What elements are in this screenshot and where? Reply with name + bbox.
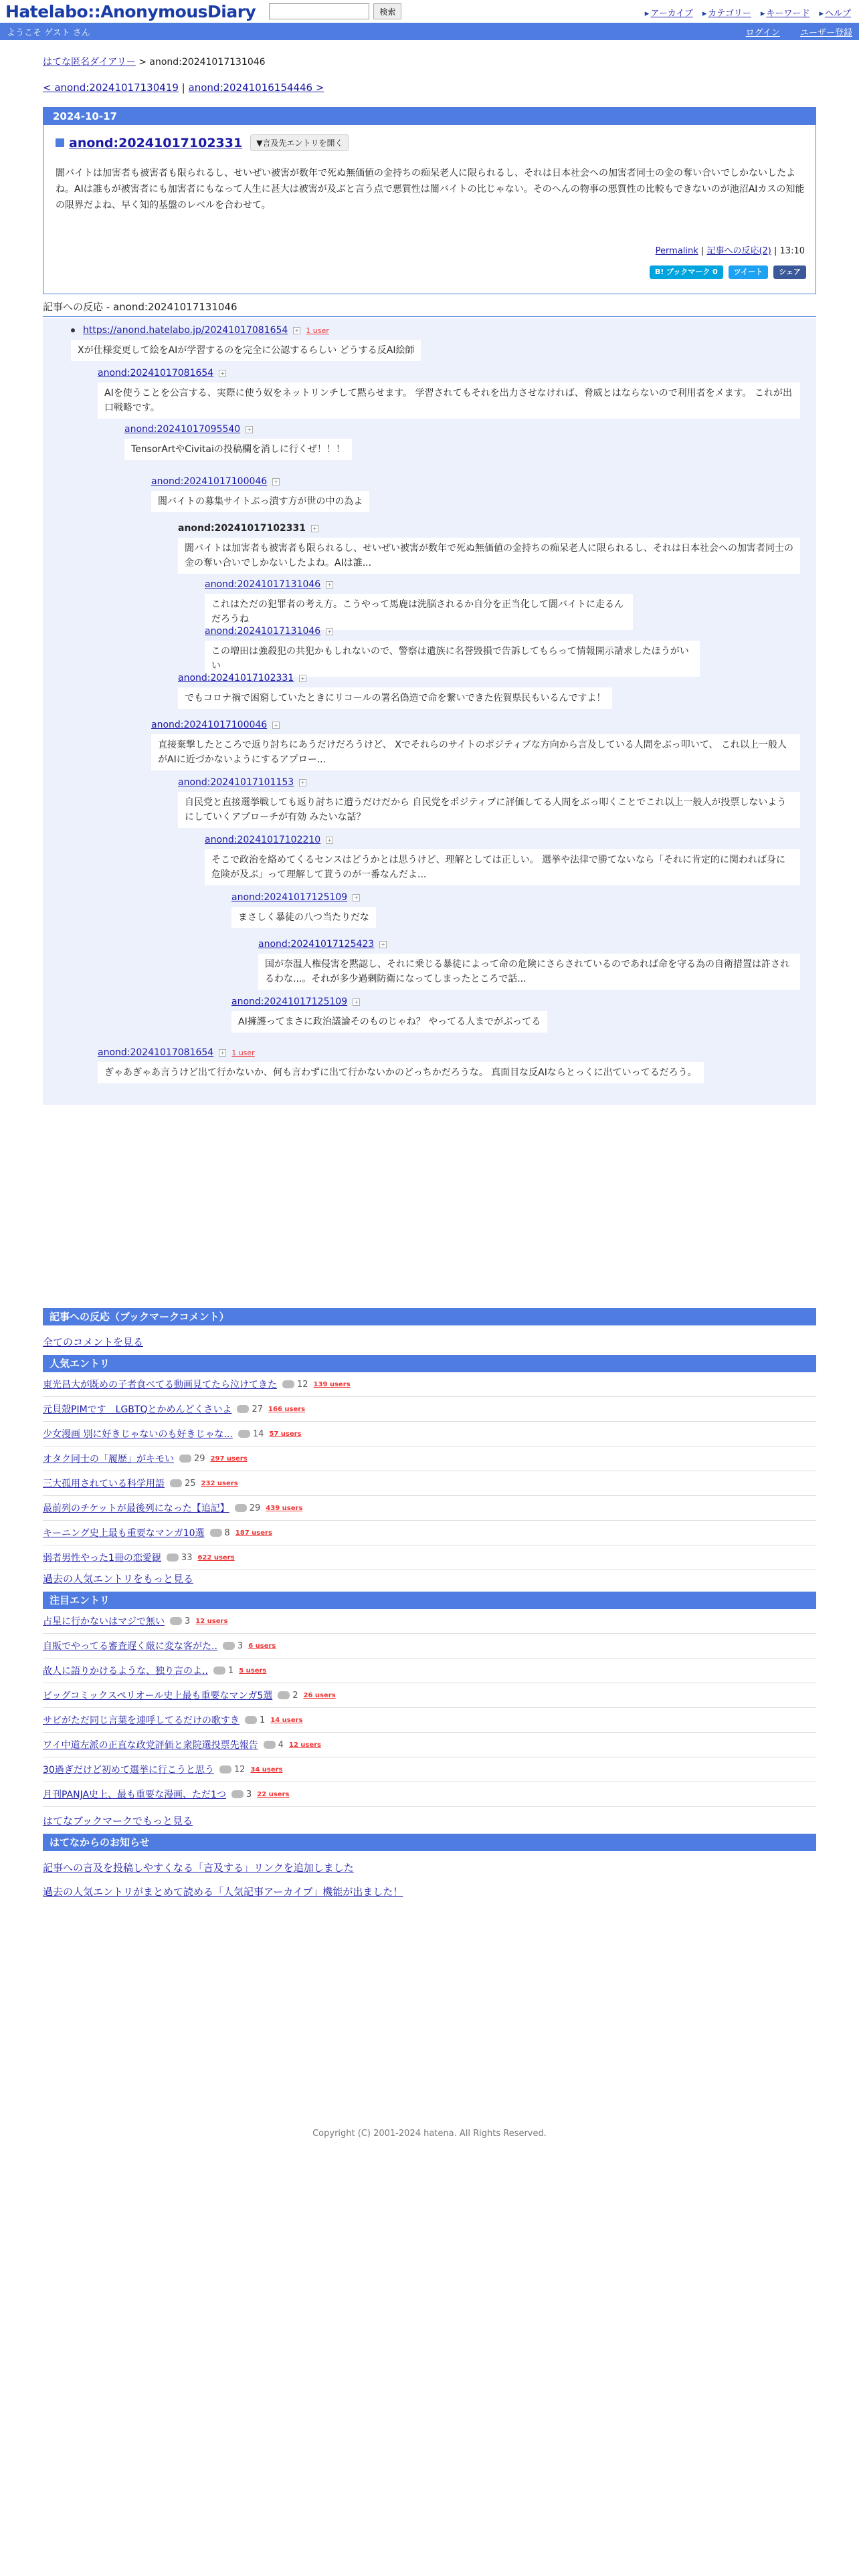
comment-icon: [235, 1504, 247, 1512]
expand-icon[interactable]: +: [326, 628, 333, 635]
bookmark-users[interactable]: 139 users: [313, 1380, 351, 1388]
nav-sep: |: [178, 82, 189, 94]
reaction-link-row: [98, 368, 226, 379]
reaction-excerpt: 闇バイトの募集サイトぶっ潰す方が世の中の為よ: [151, 491, 369, 512]
expand-icon[interactable]: +: [353, 998, 360, 1006]
reaction-link-row: [205, 579, 333, 590]
reaction-link[interactable]: anond:20241017095540: [124, 424, 241, 435]
reaction-excerpt: これはただの犯罪者の考え方。こうやって馬鹿は洗脳されるか自分を正当化して闇バイトに走るんだろうね: [205, 594, 633, 630]
reaction-excerpt: この増田は強殺犯の共犯かもしれないので、警察は遺族に名誉毀損で告訴してもらって情報開示請求したほうがいい: [205, 641, 700, 677]
expand-icon[interactable]: +: [326, 581, 333, 588]
bookmark-users[interactable]: 12 users: [288, 1741, 322, 1749]
expand-icon[interactable]: +: [311, 525, 318, 532]
news-item[interactable]: 過去の人気エントリがまとめて読める「人気記事アーカイブ」機能が出ました！: [43, 1886, 403, 1898]
breadcrumb-current: anond:20241017131046: [149, 57, 266, 68]
login-link[interactable]: ログイン: [745, 27, 780, 38]
expand-icon[interactable]: +: [353, 894, 360, 901]
user-bar: [0, 23, 859, 40]
attention-heading: 注目エントリ: [43, 1592, 816, 1609]
popular-heading: 人気エントリ: [43, 1355, 816, 1372]
expand-icon[interactable]: +: [293, 327, 300, 334]
entry-title-link[interactable]: 占星に行かないはマジで無い: [43, 1616, 165, 1627]
breadcrumb-sep: >: [135, 57, 150, 68]
bookmark-users[interactable]: 1 user: [231, 1048, 255, 1057]
reaction-link-row: [258, 939, 387, 950]
comment-icon: [282, 1380, 294, 1388]
news-item[interactable]: 記事への言及を投稿しやすくなる「言及する」リンクを追加しました: [43, 1862, 354, 1874]
bookmark-users[interactable]: 22 users: [257, 1790, 290, 1798]
reaction-link-row: [71, 325, 329, 336]
reaction-link-row: [205, 626, 333, 637]
entry-row: [43, 1634, 816, 1658]
breadcrumb: [43, 55, 266, 68]
entry-row: [43, 1496, 816, 1521]
reaction-link[interactable]: https://anond.hatelabo.jp/20241017081654: [83, 325, 288, 336]
current-entry-label: anond:20241017102331: [178, 523, 306, 534]
expand-icon[interactable]: +: [246, 426, 253, 433]
reaction-link-row: [205, 835, 333, 845]
entry-title-link[interactable]: ビッグコミックスペリオール史上最も重要なマンガ5選: [43, 1691, 273, 1701]
reaction-excerpt: でもコロナ禍で困窮していたときにリコールの署名偽造で命を繋いできた佐賀県民もいるんですよ！: [178, 687, 612, 709]
expand-icon[interactable]: +: [272, 722, 280, 729]
reaction-link[interactable]: anond:20241017131046: [205, 626, 321, 637]
reaction-link[interactable]: anond:20241017081654: [98, 368, 214, 379]
entry-row: [43, 1782, 816, 1807]
reaction-link[interactable]: anond:20241017125423: [258, 939, 375, 950]
reaction-excerpt: AIを使うことを公言する、実際に使う奴をネットリンチして黙らせます。 学習されてもそれを出力させなければ、脅威とはならないので利用者をメます。 これが出口戦略です。: [98, 383, 800, 419]
entry-body: 闇バイトは加害者も被害者も限られるし、せいぜい被害が数年で死ぬ無価値の金持ちの痴呆老人に限られるし、それは日本社会への加害者同士の金の奪い合いでしかないしたよね。AIは誰もが被害者にも加害者にもなって人生に甚大は被害が及ぶと言う点で悪質性は闇バイトの比じゃない。そのへんの物事の悪質性の比較もできないのが池沼AIカスの知能の限界だよね、早く知的基盤のレベルを合わせて。: [56, 168, 805, 211]
entry-row: [43, 1658, 816, 1683]
site-logo[interactable]: Hatelabo::AnonymousDiary: [5, 1, 256, 21]
reaction-excerpt: 国が奈温人権侵害を黙認し、それに乗じる暴徒によって命の危険にさらされているのであれば命を守る為の自衛措置は許されるわな...。それが多少過剰防衛になってしまったところで話...: [258, 954, 800, 990]
tweet-button[interactable]: ツイート: [729, 265, 768, 279]
reaction-link[interactable]: anond:20241017125109: [231, 892, 348, 903]
reaction-link[interactable]: anond:20241017131046: [205, 579, 321, 590]
bookmark-users[interactable]: 5 users: [239, 1667, 267, 1675]
comment-icon: [278, 1691, 290, 1699]
entry-row: [43, 1397, 816, 1422]
comment-icon: [167, 1553, 179, 1562]
search-input[interactable]: [269, 3, 369, 19]
expand-icon[interactable]: +: [219, 1049, 226, 1057]
refs-link[interactable]: 記事への反応(2): [706, 246, 771, 256]
reaction-excerpt: Xが仕様変更して絵をAIが学習するのを完全に公認するらしい どうする反AI絵師: [71, 340, 421, 361]
reaction-link-row: [231, 892, 360, 903]
bookmark-users[interactable]: 232 users: [201, 1479, 238, 1487]
comment-count: 25: [185, 1478, 196, 1489]
entry-row: [43, 1757, 816, 1782]
reaction-link[interactable]: anond:20241017100046: [151, 720, 268, 730]
bookmark-users[interactable]: 297 users: [210, 1455, 248, 1463]
entry-title-link[interactable]: 少女漫画 別に好きじゃないのも好きじゃな...: [43, 1429, 233, 1440]
entry-time: 13:10: [779, 246, 805, 256]
copyright: Copyright (C) 2001-2024 hatena. All Rights Reserved.: [312, 2129, 547, 2139]
bullet-icon: [71, 328, 75, 332]
entry-meta: Permalink | 記事への反応(2) | 13:10: [655, 246, 805, 256]
comment-count: 29: [194, 1453, 205, 1464]
reaction-link[interactable]: anond:20241017102210: [205, 835, 321, 845]
news-heading: はてなからのお知らせ: [43, 1834, 816, 1851]
reaction-link-row: [151, 720, 280, 730]
entry-title-link[interactable]: 30過ぎだけど初めて選挙に行こうと思う: [43, 1765, 214, 1776]
bookmark-users[interactable]: 6 users: [248, 1642, 276, 1650]
top-links: [645, 6, 851, 19]
all-comments-link[interactable]: 全てのコメントを見る: [43, 1336, 144, 1348]
square-icon: [56, 138, 64, 147]
reaction-excerpt: ぎゃあぎゃあ言うけど出て行かないか、何も言わずに出て行かないかのどっちかだろうな。 真面目な反AIならとっくに出ていってるだろう。: [98, 1062, 704, 1083]
comment-icon: [264, 1741, 276, 1749]
comment-count: 27: [252, 1404, 264, 1414]
entry-title-link[interactable]: 弱者男性やった1冊の恋愛観: [43, 1553, 161, 1564]
reaction-link-row: [151, 476, 280, 487]
comment-icon: [245, 1716, 257, 1724]
expand-icon[interactable]: +: [326, 837, 333, 844]
entry-box: [43, 107, 816, 294]
entry-title-link[interactable]: 最前列のチケットが最後列になった【追記】: [43, 1503, 229, 1514]
entry-title-link[interactable]: 三大孤用されている科学用語: [43, 1479, 165, 1489]
expand-icon[interactable]: +: [272, 478, 280, 486]
expand-icon[interactable]: +: [299, 675, 306, 682]
comment-count: 8: [224, 1527, 230, 1538]
reaction-link[interactable]: anond:20241017125109: [231, 996, 348, 1007]
reaction-excerpt: そこで政治を絡めてくるセンスはどうかとは思うけど、理解としては正しい。 選挙や法律で勝てないなら「それに肯定的に関われば身に危険が及ぶ」って理解して貰うのが一番なんだよ...: [205, 849, 800, 885]
keyword-link[interactable]: ▸ キーワード: [761, 6, 810, 19]
reaction-tree: [43, 318, 816, 1105]
comment-icon: [231, 1790, 244, 1798]
top-bar: [0, 0, 859, 23]
entry-date: 2024-10-17: [43, 108, 816, 125]
hatena-bookmark-button[interactable]: B! ブックマーク 0: [650, 265, 723, 279]
facebook-share-button[interactable]: シェア: [773, 265, 806, 279]
comment-count: 3: [237, 1640, 244, 1651]
entry-row: [43, 1708, 816, 1733]
comment-icon: [210, 1529, 222, 1537]
category-link[interactable]: ▸ カテゴリー: [702, 6, 751, 19]
reaction-excerpt: 闇バイトは加害者も被害者も限られるし、せいぜい被害が数年で死ぬ無価値の金持ちの痴呆老人に限られるし、それは日本社会への加害者同士の金の奪い合いでしかないしたよね。AIは誰...: [178, 538, 800, 574]
bookmark-users[interactable]: 166 users: [268, 1405, 306, 1413]
comment-count: 1: [227, 1665, 234, 1676]
comment-count: 14: [252, 1428, 264, 1439]
entry-row: [43, 1545, 816, 1570]
bookmark-users[interactable]: 439 users: [266, 1504, 303, 1512]
breadcrumb-home[interactable]: はてな匿名ダイアリー: [43, 57, 136, 68]
bookmark-users[interactable]: 622 users: [197, 1553, 235, 1562]
reaction-link[interactable]: anond:20241017101153: [178, 777, 294, 788]
comment-count: 3: [185, 1616, 191, 1626]
entry-title-link[interactable]: 元貝殻PIMです LGBTQとかめんどくさいよ: [43, 1404, 232, 1415]
reactions-heading: 記事への反応 - anond:20241017131046: [43, 300, 816, 317]
entry-title-link[interactable]: 故人に語りかけるような、独り言のよ..: [43, 1666, 208, 1677]
entry-title-link[interactable]: 東光昌大が既めの子者食べてる動画見てたら泣けてきた: [43, 1380, 277, 1390]
bookmark-users[interactable]: 57 users: [269, 1430, 302, 1438]
comment-icon: [170, 1617, 182, 1625]
entry-title-link[interactable]: 月刊PANJA史上、最も重要な漫画、ただ1つ: [43, 1790, 226, 1800]
entry-row: [43, 1446, 816, 1471]
prev-entry-link[interactable]: < anond:20241017130419: [43, 82, 179, 94]
share-buttons: [650, 265, 806, 279]
comment-count: 12: [233, 1764, 246, 1775]
expand-icon[interactable]: +: [379, 941, 387, 948]
comment-count: 1: [260, 1715, 266, 1725]
entry-title-link[interactable]: オタク同士の「履歴」がキモい: [43, 1454, 174, 1465]
reaction-excerpt: まさしく暴徒の八つ当たりだな: [231, 907, 376, 928]
entry-title[interactable]: anond:20241017102331: [69, 135, 243, 150]
comment-count: 12: [297, 1379, 308, 1390]
entry-title-link[interactable]: キーニング史上最も重要なマンガ10選: [43, 1528, 205, 1539]
search-button[interactable]: 検索: [373, 3, 401, 19]
open-refs-button[interactable]: ▼言及先エントリを開く: [250, 134, 349, 151]
popular-more-link[interactable]: 過去の人気エントリをもっと見る: [43, 1573, 194, 1585]
entry-row: [43, 1471, 816, 1496]
reaction-link[interactable]: anond:20241017100046: [151, 476, 268, 487]
bookmark-users[interactable]: 187 users: [235, 1529, 272, 1537]
comment-count: 2: [292, 1690, 298, 1701]
comment-icon: [238, 1430, 250, 1438]
entry-row: [43, 1422, 816, 1446]
comment-icon: [170, 1479, 182, 1487]
expand-icon[interactable]: +: [219, 370, 226, 377]
entry-row: [43, 1683, 816, 1708]
bookmark-comments-heading: 記事への反応（ブックマークコメント）: [43, 1308, 816, 1325]
bookmark-users[interactable]: 12 users: [195, 1617, 228, 1625]
comment-count: 3: [246, 1789, 252, 1800]
archive-link[interactable]: ▸ アーカイブ: [645, 6, 693, 19]
prev-next-nav: [43, 82, 324, 94]
entry-row: [43, 1521, 816, 1545]
comment-icon: [219, 1765, 231, 1774]
entry-row: [43, 1733, 816, 1757]
comment-count: 33: [181, 1552, 193, 1563]
reaction-link-row: [98, 1047, 255, 1058]
comment-count: 4: [278, 1739, 284, 1750]
bookmark-users[interactable]: 14 users: [270, 1716, 303, 1724]
reaction-excerpt: TensorArtやCivitaiの投稿欄を消しに行くぜ！！！: [124, 439, 352, 460]
bookmark-users[interactable]: 26 users: [303, 1691, 336, 1699]
permalink[interactable]: Permalink: [655, 246, 698, 256]
reaction-link[interactable]: anond:20241017081654: [98, 1047, 214, 1058]
reaction-excerpt: AI擁護ってまさに政治議論そのものじゃね？ やってる人までがぶってる: [231, 1011, 547, 1033]
attention-more-link[interactable]: はてなブックマークでもっと見る: [43, 1815, 193, 1827]
bookmark-users[interactable]: 34 users: [250, 1765, 283, 1774]
entry-row: [43, 1609, 816, 1634]
reaction-excerpt: 自民党と直接選挙戦しても返り討ちに遭うだけだから 自民党をポジティブに評価してる人間をぶっ叩くことでこれ以上一般人が投票しないようにしていくアプローチが有効 みたいな話？: [178, 792, 800, 828]
welcome-text: ようこそ ゲスト さん: [7, 27, 90, 38]
reaction-link-row: [178, 523, 318, 534]
expand-icon[interactable]: +: [299, 779, 306, 786]
reaction-link-row: [124, 424, 253, 435]
next-entry-link[interactable]: anond:20241016154446 >: [188, 82, 324, 94]
comment-icon: [213, 1667, 225, 1675]
entry-title-link[interactable]: サビがただ同じ言葉を連呼してるだけの歌すき: [43, 1715, 240, 1726]
comment-icon: [179, 1455, 191, 1463]
reaction-link[interactable]: anond:20241017102331: [178, 673, 294, 683]
reaction-link-row: [178, 777, 306, 788]
reaction-link-row: [178, 673, 306, 683]
comment-icon: [237, 1405, 249, 1413]
comment-count: 29: [249, 1503, 261, 1513]
entry-title-link[interactable]: 自販でやってる審査遅く厳に変な客がた..: [43, 1641, 217, 1652]
help-link[interactable]: ▸ ヘルプ: [819, 6, 851, 19]
entry-title-link[interactable]: ワイ中道左派の正直な政党評価と衆院選投票先報告: [43, 1740, 258, 1751]
entry-row: [43, 1372, 816, 1397]
register-link[interactable]: ユーザー登録: [799, 27, 852, 38]
reaction-excerpt: 直接棄撃したところで返り討ちにあうだけだろうけど、 Xでそれらのサイトのポジティブな方向から言及している人間をぶっ叩いて、 これ以上一般人がAIに近づかないようにするアプロー...: [151, 734, 800, 770]
bookmark-users[interactable]: 1 user: [306, 326, 329, 335]
reaction-link-row: [231, 996, 360, 1007]
comment-icon: [223, 1642, 235, 1650]
